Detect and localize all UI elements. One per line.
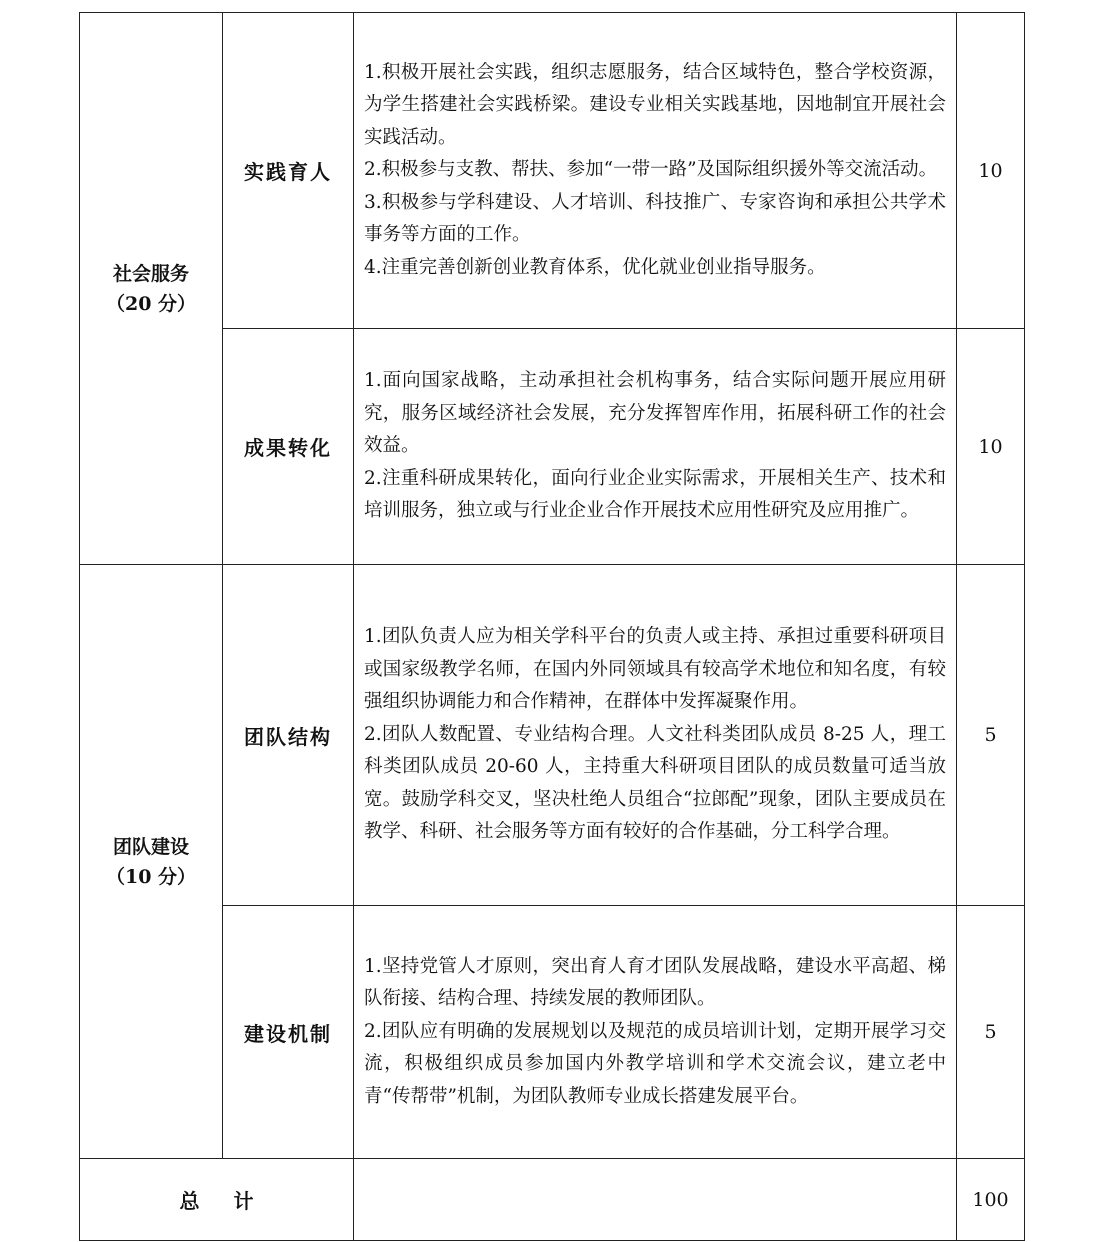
score-cell: 5 [957, 906, 1025, 1159]
category-score: （10 分） [105, 865, 197, 888]
total-label: 总计 [80, 1159, 354, 1241]
table-row [80, 565, 1025, 906]
criteria-item: 2.注重科研成果转化，面向行业企业实际需求，开展相关生产、技术和培训服务，独立或与行业企业合作开展技术应用性研究及应用推广。 [364, 467, 946, 522]
total-value: 100 [957, 1159, 1025, 1241]
subcategory-name: 团队结构 [223, 565, 354, 906]
score-cell: 5 [957, 565, 1025, 906]
category-name: 团队建设 [112, 835, 189, 858]
total-row [80, 1159, 1025, 1241]
evaluation-table [79, 12, 1025, 1241]
category-name: 社会服务 [112, 262, 189, 285]
criteria-cell [354, 13, 957, 329]
criteria-item: 1.面向国家战略，主动承担社会机构事务，结合实际问题开展应用研究，服务区域经济社会发展，充分发挥智库作用，拓展科研工作的社会效益。 [364, 370, 946, 457]
criteria-item: 2.团队应有明确的发展规划以及规范的成员培训计划，定期开展学习交流，积极组织成员参加国内外教学培训和学术交流会议，建立老中青“传帮带”机制，为团队教师专业成长搭建发展平台。 [364, 1020, 946, 1107]
criteria-item: 3.积极参与学科建设、人才培训、科技推广、专家咨询和承担公共学术事务等方面的工作。 [364, 191, 946, 246]
category-cell [80, 565, 223, 1159]
criteria-cell [354, 329, 957, 565]
table-row [80, 13, 1025, 329]
criteria-item: 1.坚持党管人才原则，突出育人育才团队发展战略，建设水平高超、梯队衔接、结构合理、持续发展的教师团队。 [364, 955, 946, 1010]
subcategory-name: 实践育人 [223, 13, 354, 329]
criteria-item: 2.团队人数配置、专业结构合理。人文社科类团队成员 8-25 人，理工科类团队成员 20-60 人，主持重大科研项目团队的成员数量可适当放宽。鼓励学科交叉，坚决杜绝人员组合“拉郎配”现象，团队主要成员在教学、科研、社会服务等方面有较好的合作基础，分工科学合理。 [364, 723, 946, 843]
score-cell: 10 [957, 13, 1025, 329]
criteria-item: 4.注重完善创新创业教育体系，优化就业创业指导服务。 [364, 256, 826, 278]
criteria-cell [354, 906, 957, 1159]
subcategory-name: 建设机制 [223, 906, 354, 1159]
category-cell [80, 13, 223, 565]
category-score: （20 分） [105, 292, 197, 315]
criteria-item: 1.团队负责人应为相关学科平台的负责人或主持、承担过重要科研项目或国家级教学名师，在国内外同领域具有较高学术地位和知名度，有较强组织协调能力和合作精神，在群体中发挥凝聚作用。 [364, 626, 946, 713]
criteria-item: 2.积极参与支教、帮扶、参加“一带一路”及国际组织援外等交流活动。 [364, 159, 938, 181]
criteria-cell [354, 565, 957, 906]
subcategory-name: 成果转化 [223, 329, 354, 565]
total-empty-cell [354, 1159, 957, 1241]
score-cell: 10 [957, 329, 1025, 565]
criteria-item: 1.积极开展社会实践，组织志愿服务，结合区域特色，整合学校资源，为学生搭建社会实践桥梁。建设专业相关实践基地，因地制宜开展社会实践活动。 [364, 61, 946, 148]
